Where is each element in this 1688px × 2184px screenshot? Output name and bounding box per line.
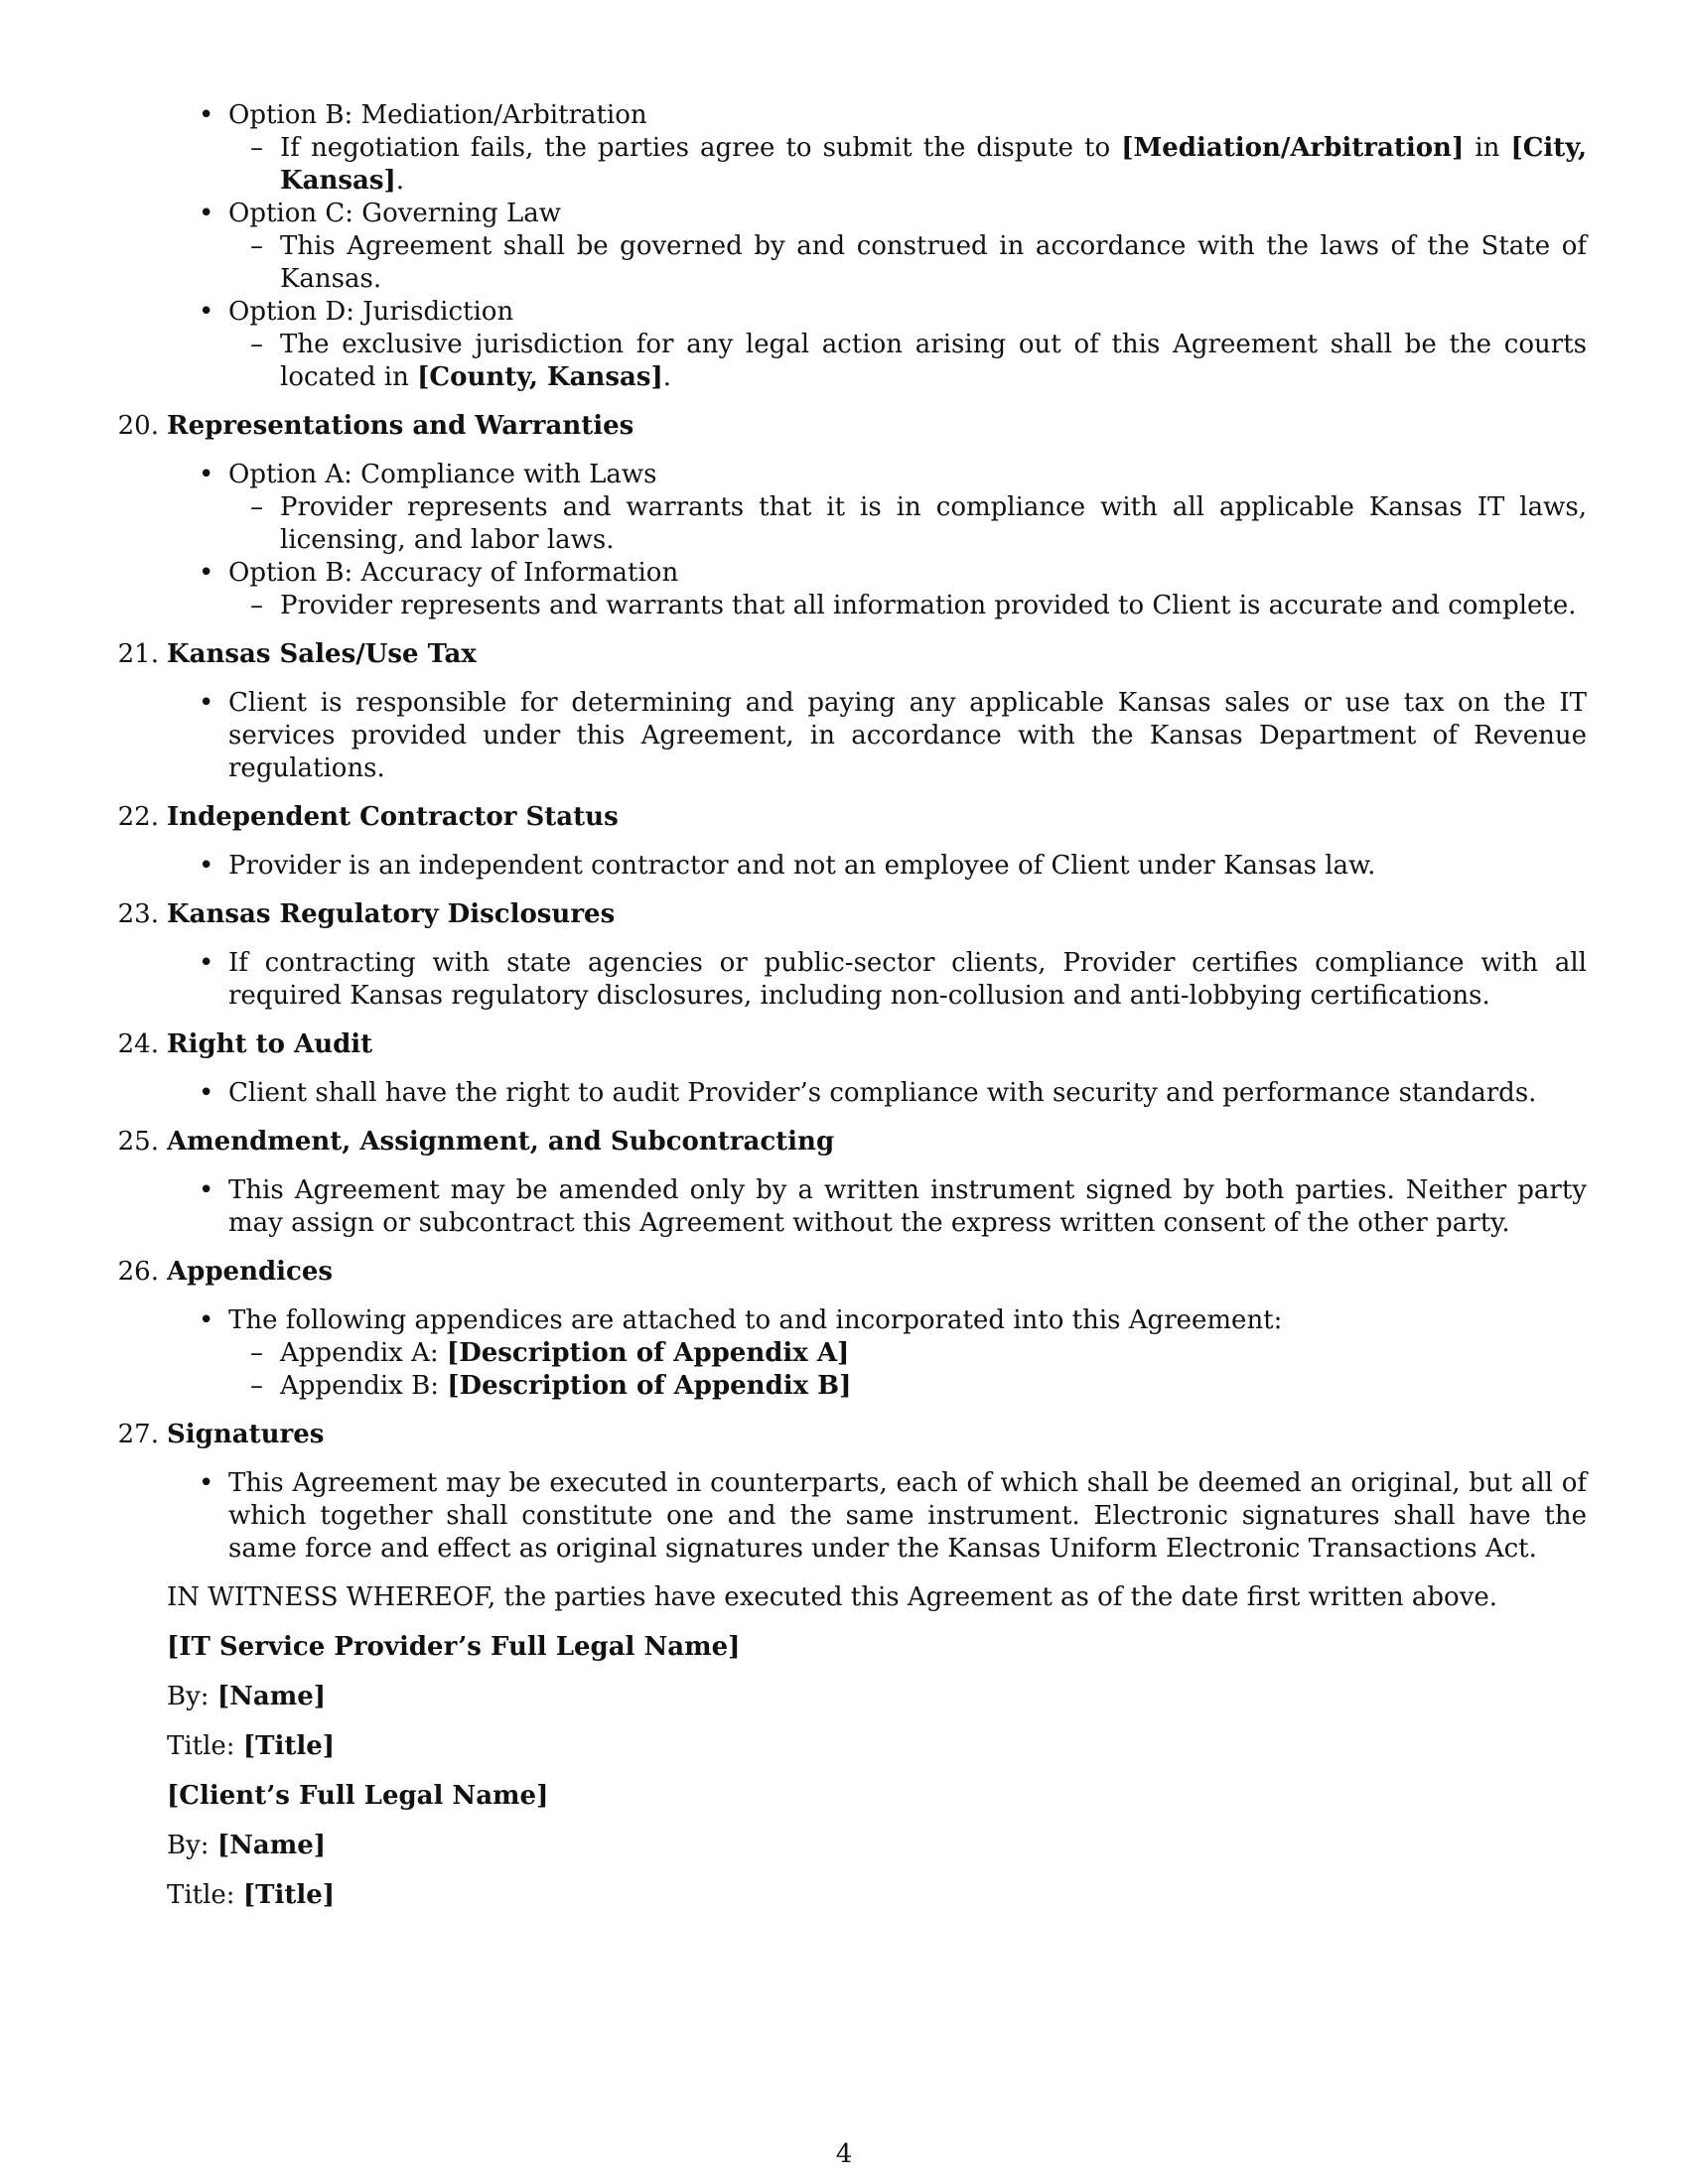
section-22-item: • Provider is an independent contractor and not an employee of Client under Kansas law. bbox=[228, 850, 1587, 883]
section-24-item: • Client shall have the right to audit Provider’s compliance with security and performance standards. bbox=[228, 1077, 1587, 1110]
section-27-item: • This Agreement may be executed in counterparts, each of which shall be deemed an original, but all of which together shall constitute one and the same instrument. Electronic signatures shall have the same force and effect as original signatures under the Kansas Uniform Electronic Transactions Act. bbox=[228, 1467, 1587, 1566]
signature-block bbox=[167, 1631, 1587, 1912]
placeholder-city: [City, Kansas] bbox=[280, 133, 1587, 196]
section-23-heading: 23. Kansas Regulatory Disclosures bbox=[117, 899, 616, 929]
option-d-jurisdiction-detail: – The exclusive jurisdiction for any legal action arising out of this Agreement shall be the courts located in [County, Kansas]. bbox=[280, 329, 1587, 394]
document-body bbox=[117, 99, 1587, 1912]
provider-legal-name: [IT Service Provider’s Full Legal Name] bbox=[167, 1632, 741, 1662]
section-27-heading: 27. Signatures bbox=[117, 1420, 325, 1449]
section-22-heading: 22. Independent Contractor Status bbox=[117, 802, 619, 832]
option-b-mediation: • Option B: Mediation/Arbitration bbox=[228, 99, 1587, 132]
placeholder-mediation: [Mediation/Arbitration] bbox=[1121, 133, 1465, 163]
option-c-governing-law-detail: – This Agreement shall be governed by and construed in accordance with the laws of the State of Kansas. bbox=[280, 230, 1587, 296]
section-20-option-b: • Option B: Accuracy of Information bbox=[228, 557, 1587, 590]
section-20-option-b-detail: – Provider represents and warrants that all information provided to Client is accurate and complete. bbox=[280, 590, 1587, 622]
option-c-governing-law: • Option C: Governing Law bbox=[228, 198, 1587, 230]
section-21-item: • Client is responsible for determining and paying any applicable Kansas sales or use tax on the IT services provided under this Agreement, in accordance with the Kansas Department of Revenue regulations. bbox=[228, 687, 1587, 785]
section-25-heading: 25. Amendment, Assignment, and Subcontracting bbox=[117, 1127, 835, 1157]
section-23-item: • If contracting with state agencies or public-sector clients, Provider certifies compliance with all required Kansas regulatory disclosures, including non-collusion and anti-lobbying certifications. bbox=[228, 947, 1587, 1013]
section-25-item: • This Agreement may be amended only by a written instrument signed by both parties. Neither party may assign or subcontract this Agreement without the express written consent of the other party. bbox=[228, 1174, 1587, 1240]
witness-statement: IN WITNESS WHEREOF, the parties have executed this Agreement as of the date first written above. bbox=[167, 1582, 1498, 1612]
placeholder-county: [County, Kansas] bbox=[417, 362, 663, 392]
option-d-jurisdiction: • Option D: Jurisdiction bbox=[228, 296, 1587, 329]
section-26-item: • The following appendices are attached to and incorporated into this Agreement: bbox=[228, 1304, 1587, 1337]
client-legal-name: [Client’s Full Legal Name] bbox=[167, 1781, 549, 1811]
provider-title-line: Title: [Title] bbox=[167, 1731, 336, 1761]
provider-by-line: By: [Name] bbox=[167, 1682, 327, 1711]
client-title-line: Title: [Title] bbox=[167, 1880, 336, 1910]
client-by-line: By: [Name] bbox=[167, 1831, 327, 1860]
section-24-heading: 24. Right to Audit bbox=[117, 1029, 373, 1059]
appendix-a-item: – Appendix A: [Description of Appendix A] bbox=[280, 1337, 1587, 1370]
page-number: 4 bbox=[835, 2139, 853, 2169]
section-26-heading: 26. Appendices bbox=[117, 1257, 334, 1287]
section-20-option-a: • Option A: Compliance with Laws bbox=[228, 459, 1587, 491]
option-b-mediation-detail: – If negotiation fails, the parties agree to submit the dispute to [Mediation/Arbitration] in [City, Kansas]. bbox=[280, 132, 1587, 198]
section-21-heading: 21. Kansas Sales/Use Tax bbox=[117, 639, 477, 669]
appendix-b-item: – Appendix B: [Description of Appendix B] bbox=[280, 1370, 1587, 1403]
section-20-option-a-detail: – Provider represents and warrants that it is in compliance with all applicable Kansas IT laws, licensing, and labor laws. bbox=[280, 491, 1587, 557]
section-20-heading: 20. Representations and Warranties bbox=[117, 411, 634, 441]
placeholder-appendix-b: [Description of Appendix B] bbox=[447, 1371, 852, 1401]
placeholder-appendix-a: [Description of Appendix A] bbox=[446, 1338, 850, 1368]
